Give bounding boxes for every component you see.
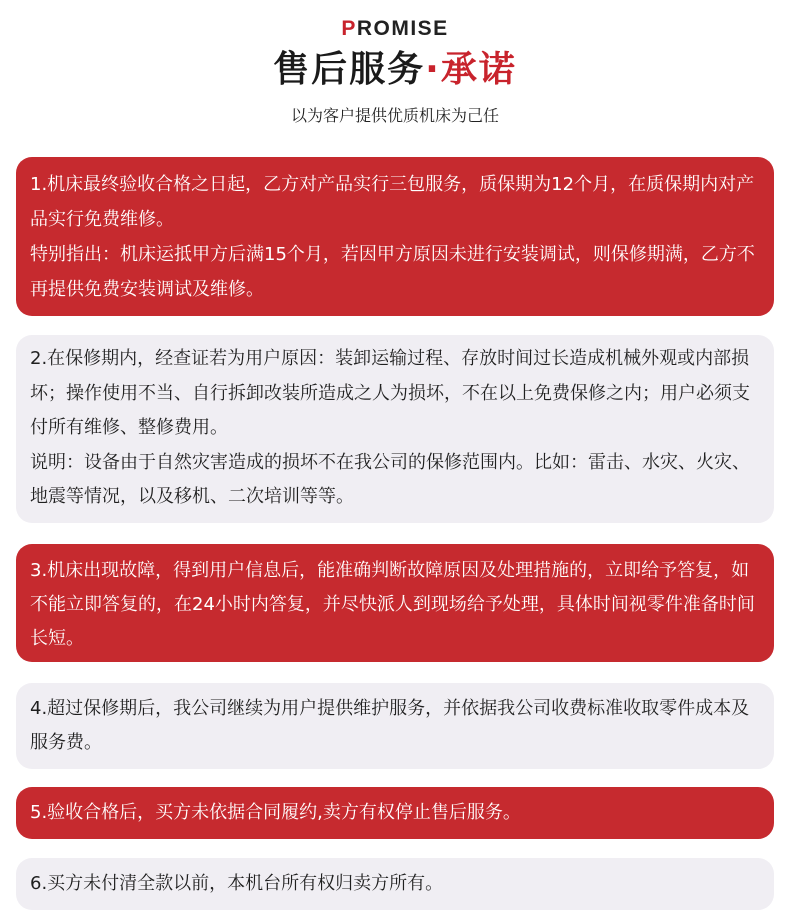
header (0, 0, 790, 150)
page-subtitle: 以为客户提供优质机床为己任 (290, 106, 499, 125)
promise-heading (0, 14, 790, 44)
item-6-text: 6.买方未付清全款以前，本机台所有权归卖方所有。 (30, 873, 444, 894)
page-title (0, 44, 790, 96)
promise-first-letter: P (341, 17, 357, 40)
title-dot: · (425, 49, 441, 90)
promise-item-1 (16, 157, 774, 316)
item-3-text: 3.机床出现故障，得到用户信息后，能准确判断故障原因及处理措施的，立即给予答复，如不能立即答复的，在24小时内答复，并尽快派人到现场给予处理，具体时间视零件准备时间长短。 (30, 560, 755, 649)
item-4-text: 4.超过保修期后，我公司继续为用户提供维护服务，并依据我公司收费标准收取零件成本及服务费。 (30, 698, 750, 753)
title-main: 售后服务 (273, 49, 426, 90)
title-accent: 承诺 (440, 49, 517, 90)
item-1-note: 特别指出：机床运抵甲方后满15个月，若因甲方原因未进行安装调试，则保修期满，乙方不再提供免费安装调试及维修。 (30, 244, 755, 300)
item-5-text: 5.验收合格后，买方未依据合同履约,卖方有权停止售后服务。 (30, 802, 521, 823)
item-1-text: 1.机床最终验收合格之日起，乙方对产品实行三包服务，质保期为12个月，在质保期内对产品实行免费维修。 (30, 174, 755, 230)
item-2-text: 2.在保修期内，经查证若为用户原因：装卸运输过程、存放时间过长造成机械外观或内部损坏；操作使用不当、自行拆卸改装所造成之人为损坏，不在以上免费保修之内；用户必须支付所有维修、整修费用。 (30, 348, 750, 438)
promise-rest: ROMISE (356, 17, 449, 40)
promise-item-4 (16, 683, 774, 769)
promise-item-3 (16, 544, 774, 662)
promise-item-6 (16, 858, 774, 910)
promise-item-2 (16, 335, 774, 523)
item-2-note: 说明：设备由于自然灾害造成的损坏不在我公司的保修范围内。比如：雷击、水灾、火灾、地震等情况，以及移机、二次培训等等。 (30, 451, 750, 507)
promise-item-5 (16, 787, 774, 839)
